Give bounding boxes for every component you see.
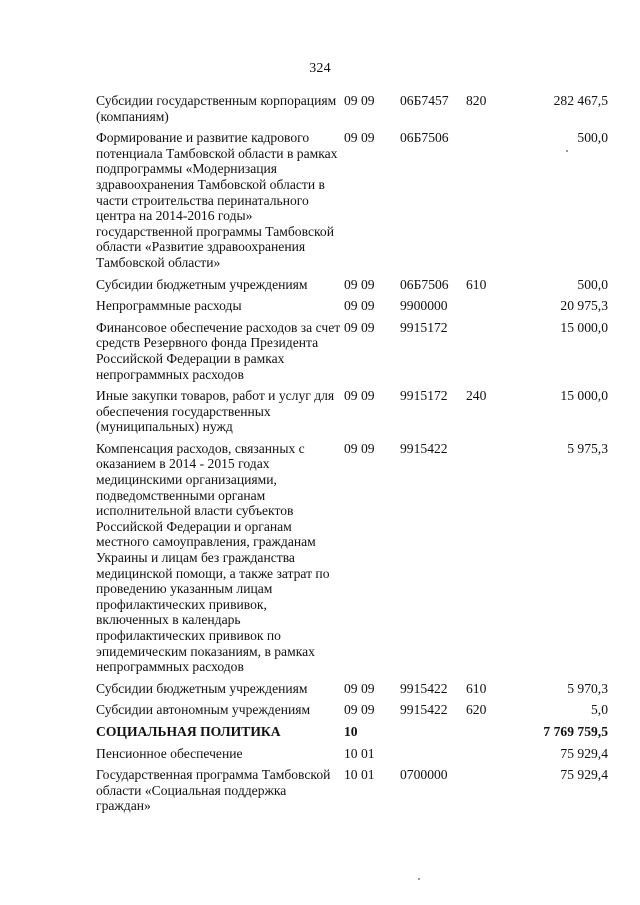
scan-speck [566, 150, 568, 152]
row-type: 820 [466, 93, 487, 108]
row-name: Формирование и развитие кадрового потенциала Тамбовской области в рамках подпрограммы «Модернизация здравоохранения Тамбовской области в части строительства перинатального центра на 2014-2016 годы» государственной программы Тамбовской области «Развитие здравоохранения Тамбовской области» [96, 130, 338, 270]
budget-table [96, 93, 608, 820]
row-section: 10 01 [344, 745, 375, 761]
table-row [96, 130, 608, 270]
row-section: 09 09 [344, 130, 375, 146]
row-amount: 20 975,3 [560, 298, 608, 314]
row-amount: 500,0 [577, 130, 608, 146]
row-section: 10 01 [344, 767, 375, 783]
row-article: 9915422 [400, 702, 448, 718]
row-amount: 15 000,0 [560, 319, 608, 335]
row-section: 10 [344, 723, 358, 739]
table-row-section-heading [96, 724, 608, 740]
row-amount: 5 970,3 [567, 680, 608, 696]
row-amount: 5,0 [591, 702, 608, 718]
row-amount: 500,0 [577, 276, 608, 292]
row-article: 06Б7506 [400, 130, 449, 146]
row-section: 09 09 [344, 276, 375, 292]
row-name: СОЦИАЛЬНАЯ ПОЛИТИКА [96, 723, 281, 739]
table-row [96, 767, 608, 814]
row-section: 09 09 [344, 388, 375, 404]
table-row [96, 702, 608, 718]
table-row [96, 681, 608, 697]
row-amount: 282 467,5 [553, 93, 608, 108]
row-amount: 75 929,4 [560, 767, 608, 783]
row-type: 610 [466, 276, 487, 292]
table-row [96, 441, 608, 675]
row-article: 9915172 [400, 319, 448, 335]
row-name: Субсидии государственным корпорациям (компаниям) [96, 93, 337, 124]
table-row [96, 320, 608, 382]
row-name: Финансовое обеспечение расходов за счет средств Резервного фонда Президента Российской Федерации в рамках непрограммных расходов [96, 319, 341, 382]
row-article: 9915172 [400, 388, 448, 404]
row-article: 06Б7506 [400, 276, 449, 292]
scan-speck [418, 878, 420, 880]
row-name: Субсидии бюджетным учреждениям [96, 276, 308, 292]
row-name: Непрограммные расходы [96, 298, 242, 314]
row-name: Субсидии бюджетным учреждениям [96, 680, 308, 696]
row-section: 09 09 [344, 440, 375, 456]
row-section: 09 09 [344, 93, 375, 108]
table-row [96, 277, 608, 293]
table-row [96, 298, 608, 314]
row-article: 9915422 [400, 680, 448, 696]
row-amount: 75 929,4 [560, 745, 608, 761]
row-name: Государственная программа Тамбовской области «Социальная поддержка граждан» [96, 767, 331, 814]
page-number: 324 [309, 61, 331, 76]
row-amount: 15 000,0 [560, 388, 608, 404]
table-row [96, 746, 608, 762]
row-name: Субсидии автономным учреждениям [96, 702, 311, 718]
row-amount: 7 769 759,5 [543, 723, 608, 739]
row-type: 240 [466, 388, 487, 404]
row-section: 09 09 [344, 319, 375, 335]
row-section: 09 09 [344, 298, 375, 314]
row-type: 620 [466, 702, 487, 718]
row-name: Компенсация расходов, связанных с оказанием в 2014 - 2015 годах медицинскими организациями, подведомственными органам исполнительной власти субъектов Российской Федерации и органам местного самоуправления, гражданам Украины и лицам без гражданства медицинской помощи, а также затрат по проведению указанным лицам профилактических прививок, включенных в календарь профилактических прививок по эпидемическим показаниям, в рамках непрограммных расходов [96, 440, 330, 675]
row-amount: 5 975,3 [567, 440, 608, 456]
row-article: 0700000 [400, 767, 448, 783]
row-article: 06Б7457 [400, 93, 449, 108]
row-section: 09 09 [344, 702, 375, 718]
row-section: 09 09 [344, 680, 375, 696]
table-row [96, 388, 608, 435]
table-row [96, 93, 608, 124]
row-name: Иные закупки товаров, работ и услуг для обеспечения государственных (муниципальных) нужд [96, 388, 335, 435]
row-name: Пенсионное обеспечение [96, 745, 243, 761]
row-article: 9915422 [400, 440, 448, 456]
row-article: 9900000 [400, 298, 448, 314]
row-type: 610 [466, 680, 487, 696]
